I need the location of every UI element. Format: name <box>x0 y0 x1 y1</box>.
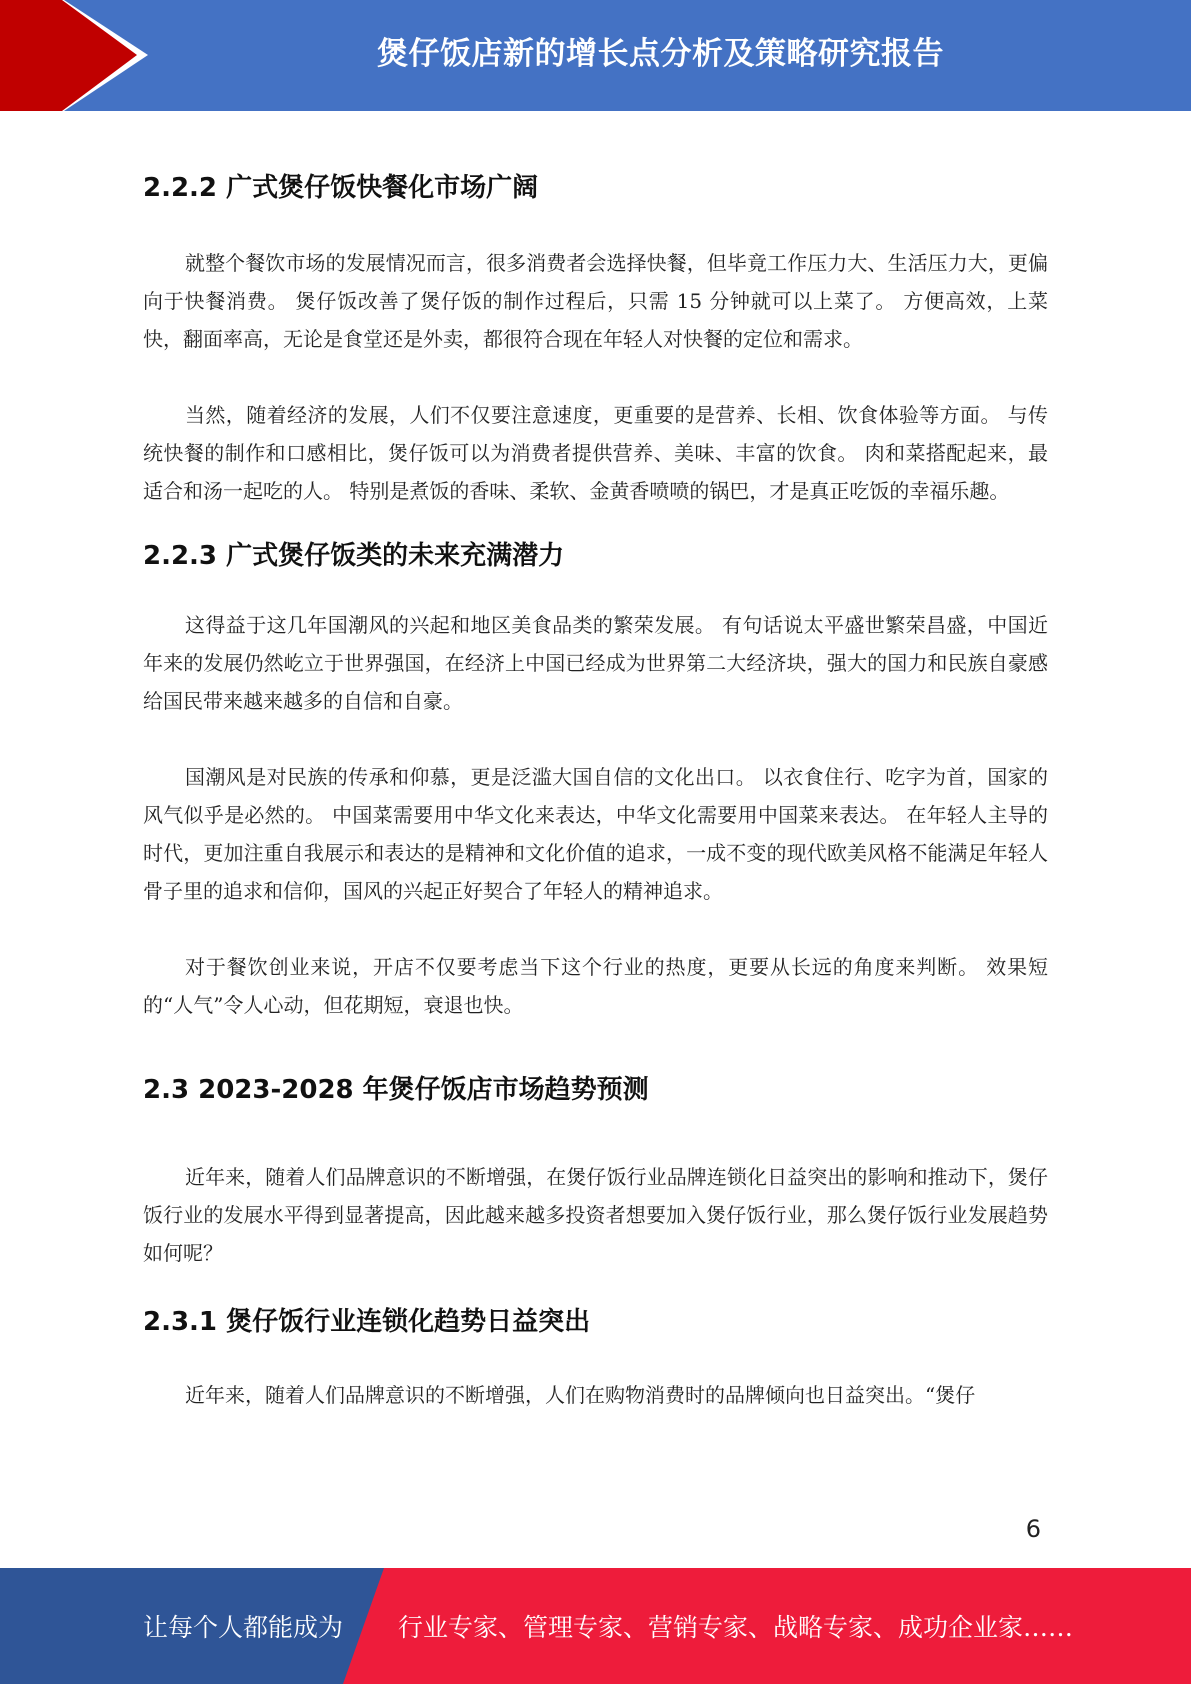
paragraph: 当然，随着经济的发展，人们不仅要注意速度，更重要的是营养、长相、饮食体验等方面。 与传统快餐的制作和口感相比，煲仔饭可以为消费者提供营养、美味、丰富的饮食。 肉和菜搭配起来，最适合和汤一起吃的人。 特别是煮饭的香味、柔软、金黄香喷喷的锅巴，才是真正吃饭的幸福乐趣。 <box>143 403 1048 503</box>
paragraph: 就整个餐饮市场的发展情况而言，很多消费者会选择快餐，但毕竟工作压力大、生活压力大，更偏向于快餐消费。 煲仔饭改善了煲仔饭的制作过程后，只需 15 分钟就可以上菜了。 方便高效，上菜快，翻面率高，无论是食堂还是外卖，都很符合现在年轻人对快餐的定位和需求。 <box>143 251 1048 351</box>
page-footer <box>0 1568 1191 1684</box>
section-heading: 2.2.3 广式煲仔饭类的未来充满潜力 <box>143 541 565 571</box>
section-heading: 2.2.2 广式煲仔饭快餐化市场广阔 <box>143 173 539 203</box>
paragraph: 对于餐饮创业来说，开店不仅要考虑当下这个行业的热度，更要从长远的角度来判断。 效果短的“人气”令人心动，但花期短，衰退也快。 <box>143 955 1048 1017</box>
page-header <box>0 0 1191 111</box>
footer-slogan-left: 让每个人都能成为 <box>143 1613 344 1642</box>
document-body <box>143 150 1048 1414</box>
header-title: 煲仔饭店新的增长点分析及策略研究报告 <box>377 35 944 72</box>
section-heading: 2.3 2023-2028 年煲仔饭店市场趋势预测 <box>143 1075 649 1105</box>
paragraph: 国潮风是对民族的传承和仰慕，更是泛滥大国自信的文化出口。 以衣食住行、吃字为首，国家的风气似乎是必然的。 中国菜需要用中华文化来表达，中华文化需要用中国菜来表达。 在年轻人主导的时代，更加注重自我展示和表达的是精神和文化价值的追求，一成不变的现代欧美风格不能满足年轻人骨子里的追求和信仰，国风的兴起正好契合了年轻人的精神追求。 <box>143 765 1048 903</box>
section-heading: 2.3.1 煲仔饭行业连锁化趋势日益突出 <box>143 1307 591 1337</box>
paragraph: 近年来，随着人们品牌意识的不断增强，人们在购物消费时的品牌倾向也日益突出。“煲仔 <box>185 1383 976 1407</box>
paragraph: 近年来，随着人们品牌意识的不断增强，在煲仔饭行业品牌连锁化日益突出的影响和推动下，煲仔饭行业的发展水平得到显著提高，因此越来越多投资者想要加入煲仔饭行业，那么煲仔饭行业发展趋势如何呢？ <box>143 1165 1048 1265</box>
page-number: 6 <box>1025 1515 1041 1543</box>
paragraph: 这得益于这几年国潮风的兴起和地区美食品类的繁荣发展。 有句话说太平盛世繁荣昌盛，中国近年来的发展仍然屹立于世界强国，在经济上中国已经成为世界第二大经济块，强大的国力和民族自豪感给国民带来越来越多的自信和自豪。 <box>143 613 1048 713</box>
footer-slogan-right: 行业专家、管理专家、营销专家、战略专家、成功企业家…… <box>398 1613 1074 1642</box>
